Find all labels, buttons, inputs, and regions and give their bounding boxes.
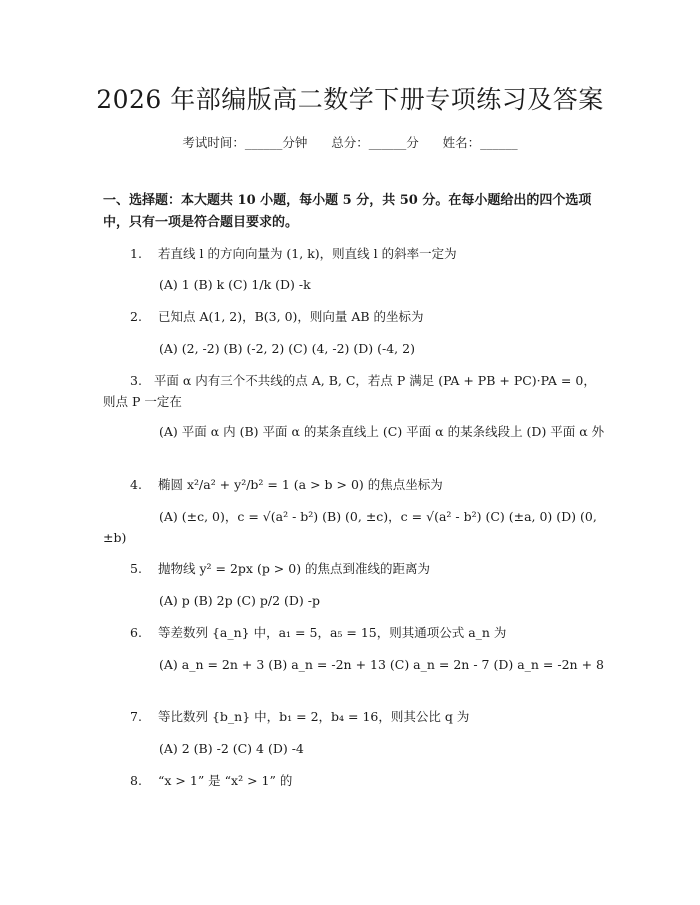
question-2-options: (A) (2, -2) (B) (-2, 2) (C) (4, -2) (D) (-4, 2) [159,341,415,356]
question-8 [103,770,603,791]
page-title: 2026 年部编版高二数学下册专项练习及答案 [96,85,604,114]
question-1-options: (A) 1 (B) k (C) 1/k (D) -k [159,277,311,292]
question-number: 2. [130,309,142,324]
question-stem: 平面 α 内有三个不共线的点 A, B, C，若点 P 满足 (PA + PB + PC)·PA = 0，则点 P 一定在 [103,373,596,409]
question-7 [103,706,603,727]
question-stem: 抛物线 y² = 2px (p > 0) 的焦点到准线的距离为 [158,561,431,576]
question-number: 6. [130,625,142,640]
question-number: 8. [130,773,142,788]
question-number: 4. [130,477,142,492]
question-4 [103,474,603,495]
question-stem: 等差数列 {a_n} 中，a₁ = 5，a₅ = 15，则其通项公式 a_n 为 [158,625,507,640]
question-6 [103,622,603,643]
question-3 [103,370,603,412]
question-stem: “x > 1” 是 “x² > 1” 的 [158,773,293,788]
question-stem: 椭圆 x²/a² + y²/b² = 1 (a > b > 0) 的焦点坐标为 [158,477,443,492]
question-number: 5. [130,561,142,576]
question-number: 3. [130,373,142,388]
question-number: 7. [130,709,142,724]
section-heading: 一、选择题：本大题共 10 小题，每小题 5 分，共 50 分。在每小题给出的四个选项中，只有一项是符合题目要求的。 [103,193,592,230]
question-stem: 若直线 l 的方向向量为 (1, k)，则直线 l 的斜率一定为 [158,246,457,261]
question-4-options: (A) (±c, 0)，c = √(a² - b²) (B) (0, ±c)，c = √(a² - b²) (C) (±a, 0) (D) (0, ±b) [103,509,597,545]
question-stem: 已知点 A(1, 2)，B(3, 0)，则向量 AB 的坐标为 [158,309,424,324]
question-stem: 等比数列 {b_n} 中，b₁ = 2，b₄ = 16，则其公比 q 为 [158,709,470,724]
question-6-options: (A) a_n = 2n + 3 (B) a_n = -2n + 13 (C) a_n = 2n - 7 (D) a_n = -2n + 8 [159,657,604,672]
question-5 [103,558,603,579]
question-5-options: (A) p (B) 2p (C) p/2 (D) -p [159,593,320,608]
exam-info-line: 考试时间：______分钟 总分：______分 姓名：______ [182,135,518,150]
question-7-options: (A) 2 (B) -2 (C) 4 (D) -4 [159,741,304,756]
question-1 [103,243,603,264]
question-3-options: (A) 平面 α 内 (B) 平面 α 的某条直线上 (C) 平面 α 的某条线段上 (D) 平面 α 外 [159,424,605,439]
question-number: 1. [130,246,142,261]
question-2 [103,306,603,327]
